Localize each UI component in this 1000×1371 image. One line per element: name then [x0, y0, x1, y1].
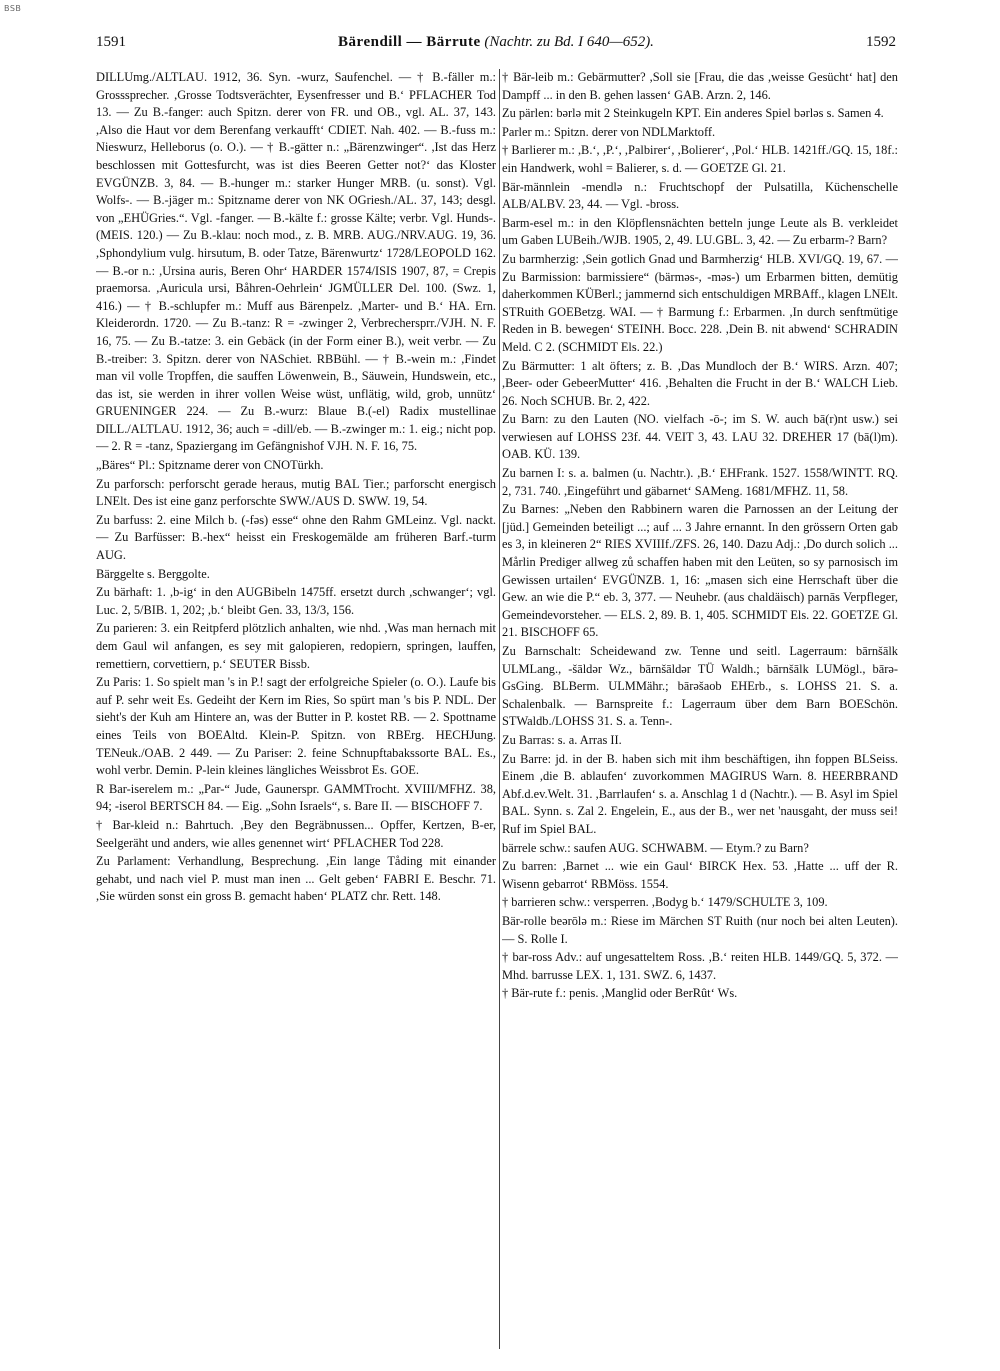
entry: Zu Barn: zu den Lauten (NO. vielfach -ō-; im S. W. auch bā(r)nt usw.) sei verwiesen auf LOHSS 23f. 44. VEIT 3, 43. LAU 32. DREHER 17 (bā(l)m). OAB. KÜ. 139.: [502, 412, 898, 462]
column-divider: [499, 69, 500, 1349]
entry: Zu barnen I: s. a. balmen (u. Nachtr.). ,B.‘ EHFrank. 1527. 1558/WINTT. RQ. 2, 731. 740. ,Eingeführt und gäbarnet‘ SAMeng. 1681/MFHZ. 11, 58.: [502, 466, 898, 498]
entry: Zu parforsch: perforscht gerade heraus, mutig BAL Tier.; parforscht energisch LNElt. Des ist eine ganz perforschte SWW./AUS D. SWW. 19, 54.: [96, 476, 496, 509]
library-stamp: BSB: [4, 4, 22, 13]
entry: „Bäres“ Pl.: Spitzname derer von CNOTürkh.: [96, 458, 324, 473]
entry: Zu Barnschalt: Scheidewand zw. Tenne und seitl. Lagerraum: bārnšālk ULMLang., -šāldər Wz., bārnšāldər TÜ Waldh.; bārnšālk LUMögl., bārə- GsGing. BLBerm. ULMMähr.; bārəšaob EHErb., s. LOHSS 21. S. a. Schalenbalk. — Barnspreite f.: Lagerraum über dem Barn BOESchön. STWaldb./LOHSS 31. S. a. Tenn-.: [502, 644, 898, 729]
page-header: [96, 34, 896, 60]
right-column: [502, 69, 898, 1359]
entry: DILLUmg./ALTLAU. 1912, 36. Syn. -wurz, Saufenchel. — † B.-fäller m.: Grosssprecher. ,Grosse Todtsverächter, Eysenfresser und B.‘ PFLACHER Tod 13. — Zu B.-fanger: auch Spitzn. derer von FR. und OB., vgl. AL. 37, 143. ,Also die Haut vor dem Berenfang verkaufft‘ CDIET. Nah. 402. — B.-fuss m.: Nieswurz, Helleborus (o. O.). — † B.-gätter n.: „Bärenzwinger“. ,Ist das Herz beschlossen mit Gottesfurcht, was ist dies Beeren Getter not?‘ das Kloster EVGÜNZB. 3, 84. — B.-hunger m.: starker Hunger MRB. (u. sonst). Vgl. Wolfs-. — B.-jäger m.: Spitzname derer von NK OGriesh./AL. 37, 143; desgl. von „EHÜGries.“. Vgl. -fanger. — B.-kälte f.: grosse Kälte; verbr. Vgl. Hunds-. (MEIS. 120.) — Zu B.-klau: noch mod., z. B. MRB. AUG./NRV.AUG. 19, 36. ,Sphondylium vulg. hirsutum, B. oder Tatze, Bärenwurtz‘ 1728/LEOPOLD 162. — B.-or n.: ,Ursina auris, Beren Ohr‘ HARDER 1574/ISIS 1907, 87, = Crepis praemorsa. ,Auricula ursi, Båhren-Oehrlein‘ JGMÜLLER Del. 100. (Swz. 1, 416.) — † B.-schlupfer m.: Muff aus Bärenpelz. ,Marter- und B.‘ HA. Ern. Kleiderordn. 1720. — Zu B.-tanz: R = -zwinger 2, Verbrechersprr./VJH. N. F. 16, 75. — Zu B.-tatze: 3. ein Gebäck (in der Form einer B.), weit verbr. — Zu B.-treiber: 3. Spitzn. derer von NASchiet. RBBühl. — † B.-wein m.: ,Findet man vil volle Tropffen, die sauffen Löwenwein, B., Säuwein, Hundswein, etc., das ist, sie werden in ihrer vollen Weise wüst, unflätig, wild, grob, unnütz‘ GRUENINGER 224. — Zu B.-wurz: Blaue B.(-el) Radix mustellinae DILL./ALTLAU. 1912, 36; auch = -dill/eb. — B.-zwinger m.: 1. eig.; nicht pop. — 2. R = -tanz, Spaziergang im Gefängnishof VJH. N. F. 16, 75.: [96, 70, 496, 454]
running-title: [96, 34, 896, 51]
entry: † Bär-leib m.: Gebärmutter? ,Soll sie [Frau, die das ,weisse Gesücht‘ hat] den Dampff ... in den B. gehen lassen‘ GAB. Arzn. 2, 146.: [502, 70, 898, 102]
entry: Zu barfuss: 2. eine Milch b. (-fəs) esse“ ohne den Rahm GMLeinz. Vgl. nackt. — Zu Barfüsser: B.-hex“ heisst ein Freskogemälde am früheren Barf.-turm AUG.: [96, 512, 496, 563]
headword-range: Bärendill — Bärrute: [338, 34, 481, 50]
page-number-right: 1592: [866, 34, 896, 50]
entry: Zu bärhaft: 1. ,b-ig‘ in den AUGBibeln 1475ff. ersetzt durch ,schwanger‘; vgl. Luc. 2, 5/BIB. 1, 202; ,b.‘ bleibt Gen. 33, 13/3, 156.: [96, 585, 496, 617]
entry: Zu Barnes: „Neben den Rabbinern waren die Parnossen an der Leitung der [jüd.] Gemeinden beteiligt ...; auf ... 3 Jahre ernannt. In den grössern Orten gab es 3, in kleineren 2“ RIES XVIIIf./ZFS. 26, 140. Dazu Adj.: ,Do durch solich ... Mårlin Prediger allweg zů schaffen haben mit den Leüten, so sy parnosisch im Gewissen urtailen‘ EVGÜNZB. 1, 16: „masen sich eine Herrschaft über die Gew. an wie die P.“ eb. 3, 377. — Neuhebr. (aus chaldäisch) parnās Verpfleger, Gemeindevorsteher. — ELS. 2, 89. B. 1, 405. SCHMIDT Els. 22. GOETZE Gl. 21. BISCHOFF 65.: [502, 502, 898, 640]
entry: Zu Paris: 1. So spielt man 's in P.! sagt der erfolgreiche Spieler (o. O.). Laufe bis auf P. sehr weit Es. Gedeiht der Kern im Ries, So spürt man 's bis P. NDL. Der sieht's der Kuh am Hintere an, was der Butter in P. kostet RB. — 2. Spottname eines Teils von BOEAltd. Klein-P. Spitzn. von RBErg. HECHJung. TENeuk./OAB. 2 449. — Zu Pariser: 2. feine Schnupftabakssorte BAL. Es., wohl verbr. Demin. P-lein kleines längliches Weissbrot Es. GOE.: [96, 675, 496, 778]
entry: Zu barmherzig: ,Sein gotlich Gnad und Barmherzig‘ HLB. XVI/GQ. 19, 67. — Zu Barmission: barmissiere“ (bärməs-, -məs-) um Erbarmen bitten, demütig daherkommen KÜBerl.; jammernd sich entschuldigen MRBAff., klagen LNElt. STRuith GOEBetzg. WAI. — † Barmung f.: Erbarmen. ,In durch senftmütige Reden in B. bewegen‘ STEINH. Bocc. 228. ,Dein B. nit abwend‘ SCHRADIN Meld. C 2. (SCHMIDT Els. 22.): [502, 251, 898, 354]
entry: bärrele schw.: saufen AUG. SCHWABM. — Etym.? zu Barn?: [502, 840, 809, 855]
entry: † Barlierer m.: ,B.‘, ,P.‘, ,Palbirer‘, ,Bolierer‘, ,Pol.‘ HLB. 1421ff./GQ. 15, 18f.: ein Handwerk, wohl = Balierer, s. d. — GOETZE Gl. 21.: [502, 143, 898, 175]
entry: † barrieren schw.: versperren. ,Bodyg b.‘ 1479/SCHULTE 3, 109.: [502, 895, 828, 910]
entry: R Bar-iserelem m.: „Par-“ Jude, Gaunerspr. GAMMTrocht. XVIII/MFHZ. 38, 94; -iserol BERTSCH 84. — Eig. „Sohn Israels“, s. Bare II. — BISCHOFF 7.: [96, 781, 496, 814]
entry: Zu barren: ,Barnet ... wie ein Gaul‘ BIRCK Hex. 53. ,Hatte ... uff der R. Wisenn gebarrot‘ RBMöss. 1554.: [502, 859, 898, 891]
entry: Zu Barras: s. a. Arras II.: [502, 732, 622, 747]
entry: Zu Barre: jd. in der B. haben sich mit ihm beschäftigen, ihn foppen BLSeiss. Einem ,die B. ablaufen‘ zuvorkommen MAGIRUS Warn. 8. HEERBRAND Abf.d.ev.Welt. 31. ,Barrlaufen‘ s. a. Anschlag 1 d (Nachtr.). — B. Asyl im Spiel BAL. Synn. s. Zal 2. Engelein, E., aus der B., wer net 'nausgaht, der muss sei! Ruf im Spiel BAL.: [502, 751, 898, 836]
entry: Bär-rolle beərōlə m.: Riese im Märchen ST Ruith (nur noch bei alten Leuten). — S. Rolle I.: [502, 913, 898, 946]
entry: Parler m.: Spitzn. derer von NDLMarktoff.: [502, 124, 716, 139]
entry: † Bär-rute f.: penis. ,Manglid oder BerRût‘ Ws.: [502, 986, 738, 1001]
entry: Zu Bärmutter: 1 alt öfters; z. B. ,Das Mundloch der B.‘ WIRS. Arzn. 407; ,Beer- oder GebeerMutter‘ 416. ,Behalten die Frucht in der B.‘ WALCH Lieb. 26. Noch SCHUB. Br. 2, 422.: [502, 358, 898, 408]
entry: † bar-ross Adv.: auf ungesatteltem Ross. ,B.‘ reiten HLB. 1449/GQ. 5, 372. — Mhd. barrusse LEX. 1, 131. SWZ. 6, 1437.: [502, 950, 898, 982]
left-column: [96, 69, 496, 1359]
entry: Zu parieren: 3. ein Reitpferd plötzlich anhalten, wie nhd. ,Was man hernach mit dem Gaul wil anfangen, es sey mit galopieren, redopiern, springen, lauffen, remettiern, corvettiern, p.‘ SEUTER Bissb.: [96, 621, 496, 671]
entry: Barm-esel m.: in den Klöpflensnächten betteln junge Leute als B. verkleidet um Gaben LUBeih./WJB. 1905, 2, 49. LU.GBL. 3, 42. — Zu erbarm-? Barn?: [502, 215, 898, 248]
entry: Zu Parlament: Verhandlung, Besprechung. ,Ein lange Tåding mit einander gehabt, und nach viel P. must man inen ... Gelt geben‘ FABRI E. Beschr. 71. ,Sie würden sonst ein gross B. gemacht haben‘ PLATZ chr. Rett. 148.: [96, 854, 496, 904]
entry: Bärggelte s. Berggolte.: [96, 566, 210, 581]
page-number-left: 1591: [96, 34, 126, 50]
entry: † Bar-kleid n.: Bahrtuch. ,Bey den Begräbnussen... Opffer, Kertzen, B-er, Seelgeräht und anders, wie alles genennet wirt‘ PFLACHER Tod 228.: [96, 817, 496, 850]
entry: Bär-männlein -mendlə n.: Fruchtschopf der Pulsatilla, Küchenschelle ALB/ALBV. 23, 44. — Vgl. -bross.: [502, 179, 898, 212]
supplement-note: (Nachtr. zu Bd. I 640—652).: [484, 34, 654, 50]
entry: Zu pärlen: bərlə mit 2 Steinkugeln KPT. Ein anderes Spiel bərləs s. Samen 4.: [502, 106, 884, 121]
